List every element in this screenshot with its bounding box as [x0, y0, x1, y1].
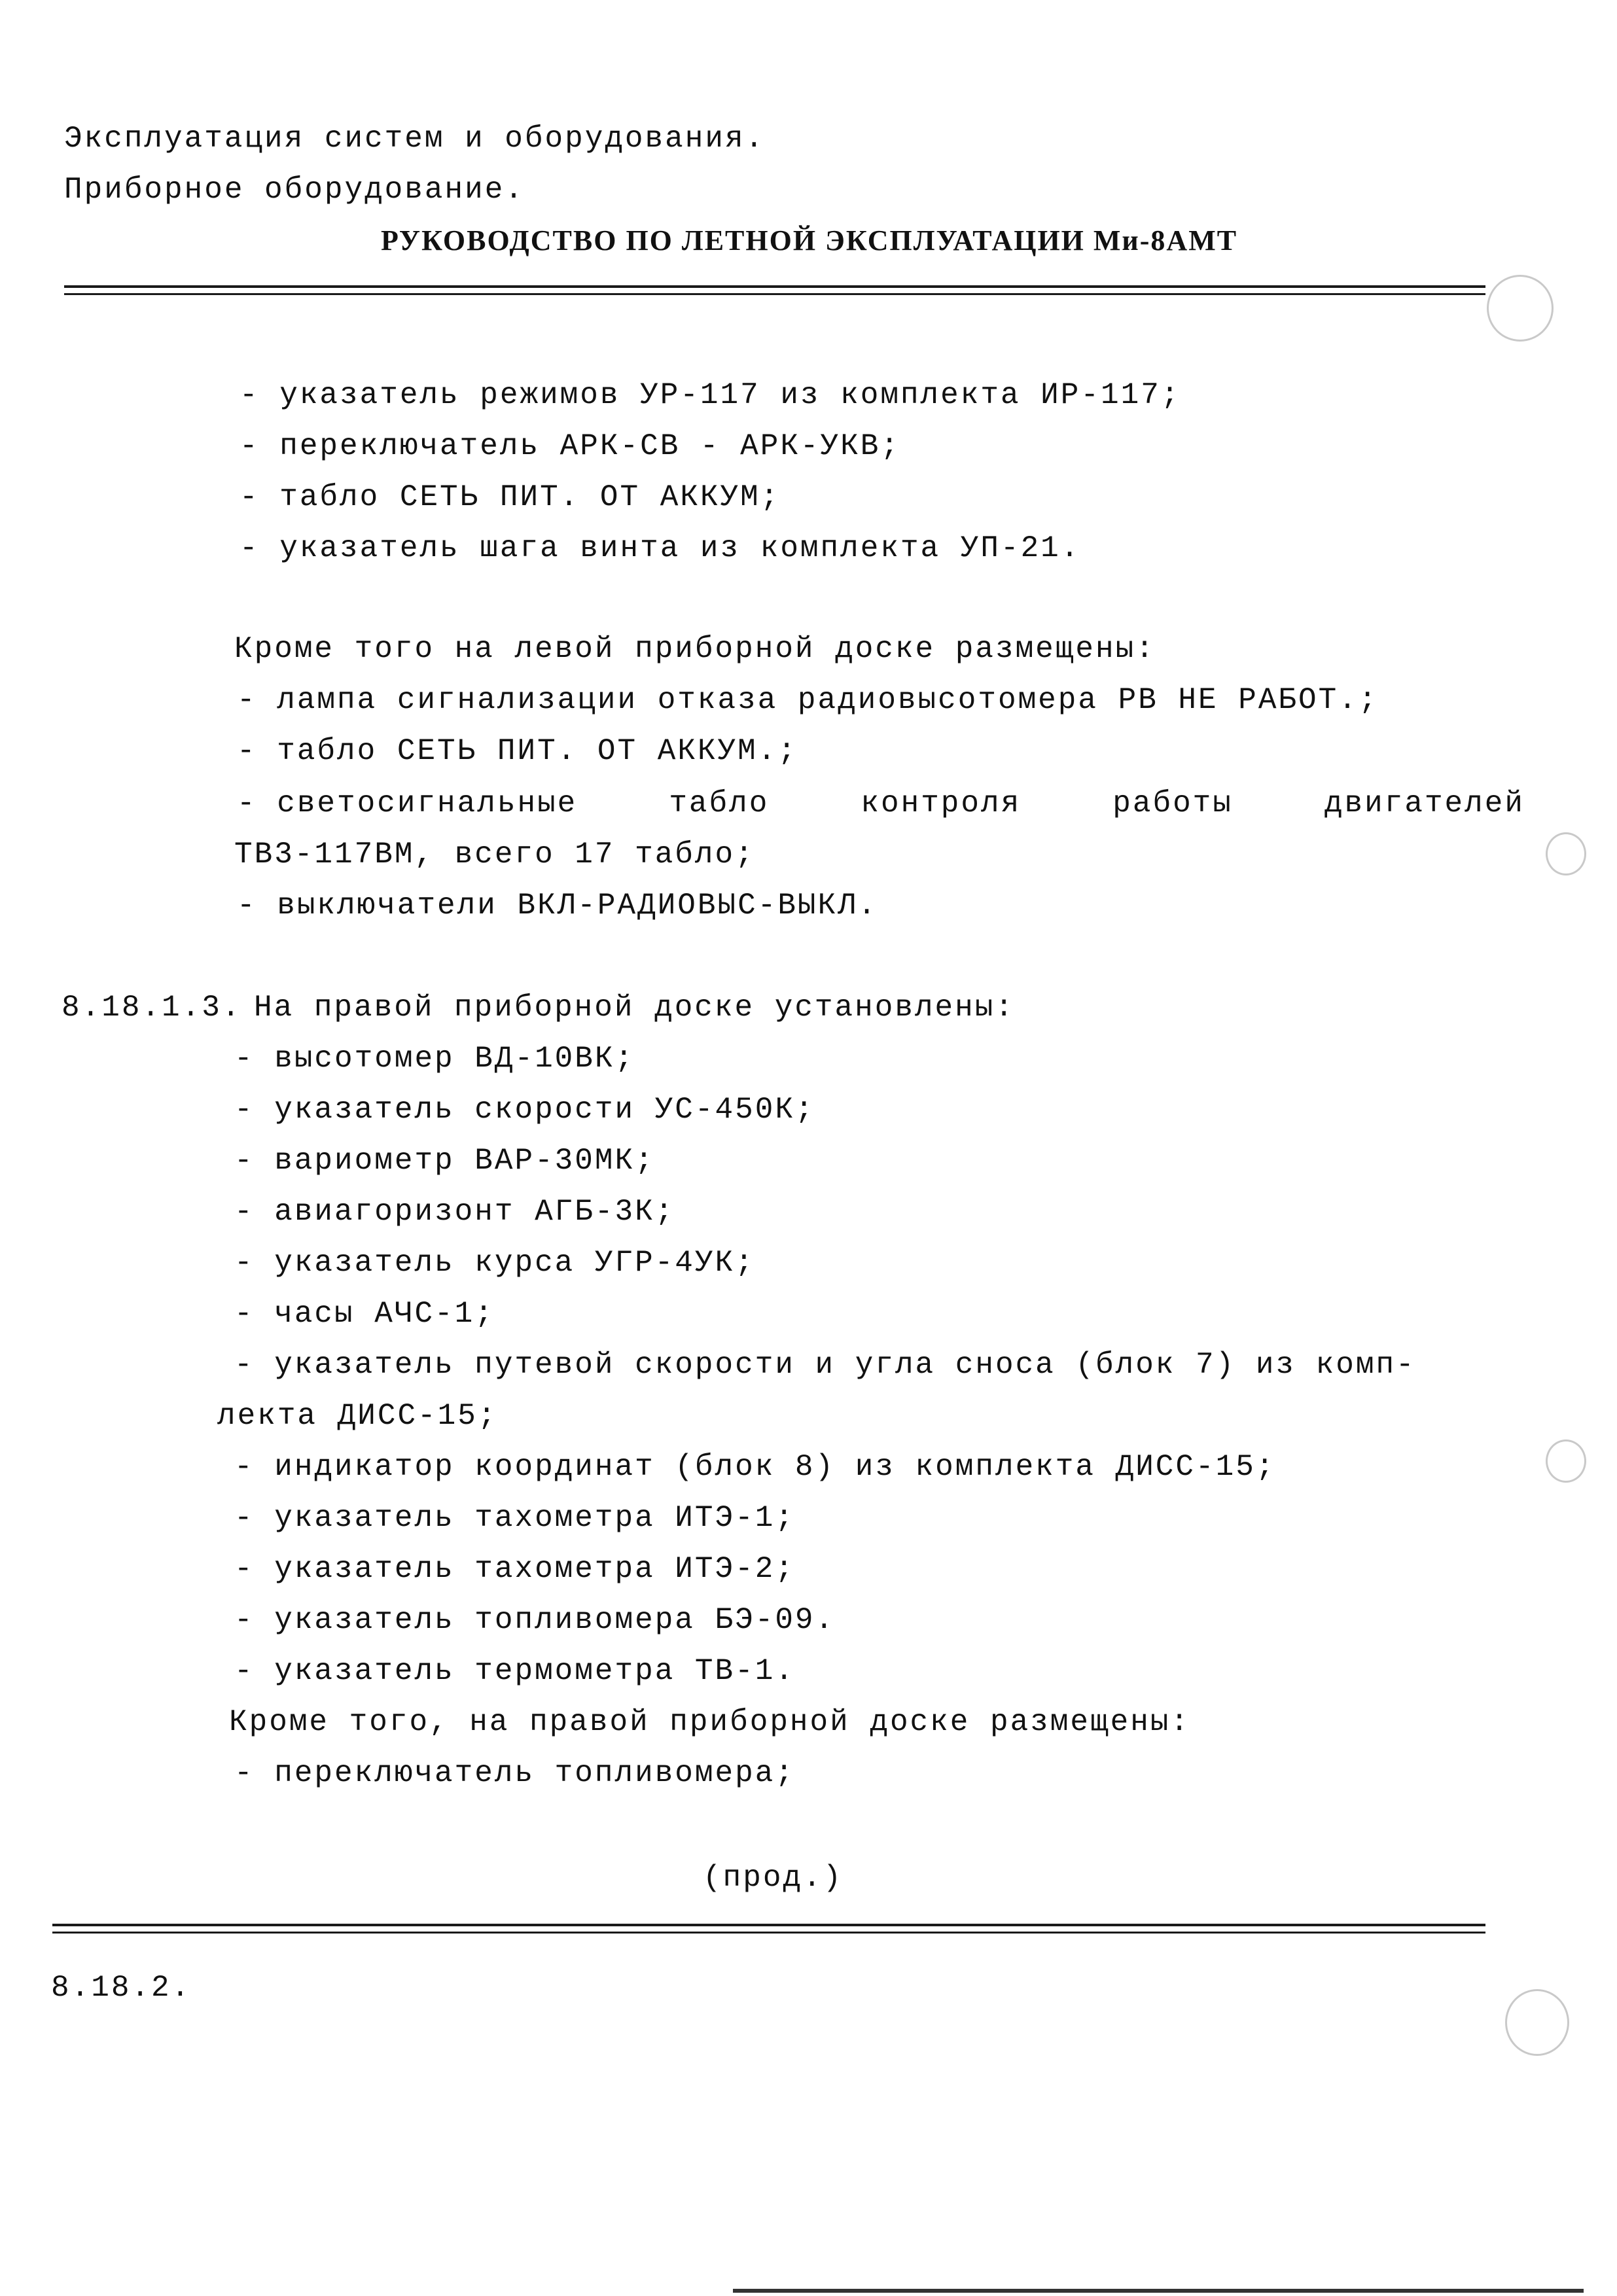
list-item: - переключатель АРК-СВ - АРК-УКВ; [240, 429, 900, 463]
list-item-continuation: лекта ДИСС-15; [217, 1399, 498, 1433]
justified-word: табло [669, 786, 770, 821]
list-item: - указатель режимов УР-117 из комплекта ИР-117; [240, 378, 1181, 412]
header-rule-bottom [64, 293, 1485, 295]
list-item: - табло СЕТЬ ПИТ. ОТ АККУМ; [240, 480, 781, 514]
left-board-intro: Кроме того на левой приборной доске размещены: [234, 632, 1156, 666]
list-item: - вариометр ВАР-30МК; [234, 1144, 655, 1178]
justified-word: контроля [861, 786, 1022, 821]
section-number: 8.18.1.3. [62, 991, 242, 1025]
page-number: 8.18.2. [51, 1971, 192, 2005]
scan-edge [733, 2289, 1584, 2293]
list-item: - переключатель топливомера; [234, 1756, 795, 1790]
list-item: - выключатели ВКЛ-РАДИОВЫС-ВЫКЛ. [237, 889, 878, 923]
continued-note: (прод.) [703, 1861, 844, 1895]
list-item-continuation: ТВ3-117ВМ, всего 17 табло; [234, 838, 755, 872]
list-item: - указатель курса УГР-4УК; [234, 1246, 755, 1280]
list-item: - указатель путевой скорости и угла сноса (блок 7) из комп- [234, 1348, 1416, 1382]
list-item: - табло СЕТЬ ПИТ. ОТ АККУМ.; [237, 734, 798, 768]
justified-word: работы [1112, 786, 1233, 821]
header-line-1: Эксплуатация систем и оборудования. [64, 122, 766, 156]
section-heading: На правой приборной доске установлены: [254, 991, 1015, 1025]
footer-rule-top [52, 1924, 1485, 1926]
list-item: - часы АЧС-1; [234, 1297, 495, 1331]
list-item: - указатель скорости УС-450К; [234, 1093, 815, 1127]
list-item-justified [237, 785, 1525, 822]
justified-word: двигателей [1324, 786, 1525, 821]
punch-hole-mark [1546, 832, 1586, 875]
justified-word: - светосигнальные [237, 786, 578, 821]
list-item: - указатель шага винта из комплекта УП-21. [240, 531, 1081, 565]
list-item: - авиагоризонт АГБ-3К; [234, 1195, 675, 1229]
list-item: - указатель топливомера БЭ-09. [234, 1603, 836, 1637]
list-item: - указатель тахометра ИТЭ-2; [234, 1552, 795, 1586]
punch-hole-mark [1546, 1439, 1586, 1483]
list-item: - индикатор координат (блок 8) из комплекта ДИСС-15; [234, 1450, 1276, 1484]
document-title: РУКОВОДСТВО ПО ЛЕТНОЙ ЭКСПЛУАТАЦИИ Ми-8АМТ [381, 224, 1238, 256]
punch-hole-mark [1487, 275, 1554, 342]
list-item: - указатель тахометра ИТЭ-1; [234, 1501, 795, 1535]
list-item: - высотомер ВД-10ВК; [234, 1042, 635, 1076]
list-item: - лампа сигнализации отказа радиовысотомера РВ НЕ РАБОТ.; [237, 683, 1379, 717]
header-rule-top [64, 285, 1485, 288]
list-item: - указатель термометра ТВ-1. [234, 1654, 795, 1688]
header-line-2: Приборное оборудование. [64, 173, 525, 207]
right-extra-intro: Кроме того, на правой приборной доске размещены: [229, 1705, 1191, 1739]
punch-hole-mark [1505, 1989, 1569, 2056]
footer-rule-bottom [52, 1932, 1485, 1934]
